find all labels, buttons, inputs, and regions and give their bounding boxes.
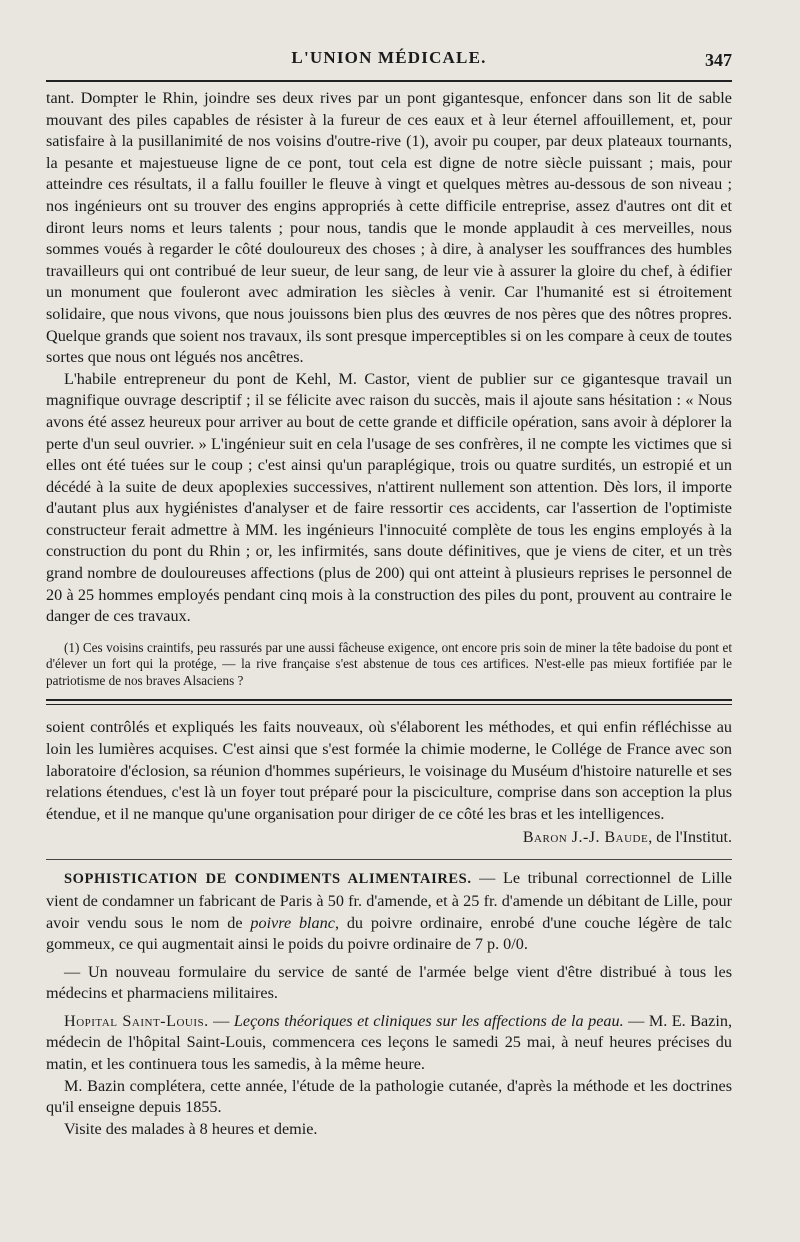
article-paragraph-2: L'habile entrepreneur du pont de Kehl, M. Castor, vient de publier sur ce gigantesque travail un magnifique ouvrage descriptif ; il se félicite avec raison du succès, mais il ajoute sans hésitation : « Nous avons été assez heureux pour arriver au bout de cette grande et difficile opération, sans avoir à déplorer la perte d'un seul ouvrier. » L'ingénieur suit en cela l'usage de ses confrères, il ne compte les victimes que si elles ont été tuées sur le coup ; c'est ainsi qu'un paraplégique, trois ou quatre surdités, un estropié et un décédé à la suite de deux apoplexies successives, n'attirent nullement son attention. Dès lors, il importe d'autant plus aux hygiénistes d'analyser et de faire ressortir ces accidents, car l'assertion de l'optimiste constructeur ferait admettre à MM. les ingénieurs l'innocuité complète de tous les engins employés à la construction du pont du Rhin ; or, les infirmités, sans doute définitives, que je viens de citer, et un très grand nombre de douloureuses affections (plus de 200) qui ont atteint à plusieurs reprises le personnel de 20 à 25 hommes employés pendant cinq mois à la construction des piles du pont, prouvent au contraire le danger de ces travaux. (46, 369, 732, 626)
news-item-hopital (46, 1011, 732, 1076)
news-text-hopital: — M. E. Bazin, médecin de l'hôpital Saint-Louis, commencera ces leçons le samedi 25 mai, à neuf heures précises du matin, et les continuera tous les samedis, à la même heure. (46, 1011, 733, 1074)
news-item-visite: Visite des malades à 8 heures et demie. (64, 1119, 318, 1138)
news-italic-lecons: Leçons théoriques et cliniques sur les affections de la peau. (233, 1011, 624, 1030)
page-header (46, 42, 732, 76)
signature-name: Baron J.-J. Baude (522, 829, 649, 847)
news-item-bazin: M. Bazin complétera, cette année, l'étude de la pathologie cutanée, d'après la méthode et les doctrines qu'il enseigne depuis 1855. (46, 1076, 732, 1117)
signature (46, 827, 732, 849)
continuation-paragraph: soient contrôlés et expliqués les faits nouveaux, où s'élaborent les méthodes, et qui enfin réfléchisse au loin les lumières acquises. C'est ainsi que s'est formée la chimie moderne, le Collége de France avec son laboratoire d'éclosion, sa réunion d'hommes supérieurs, le voisinage du Muséum d'histoire naturelle et ses relations étendues, c'est là un foyer tout préparé pour la pisciculture, comprise dans son acception la plus étendue, et il ne manque qu'une organisation pour diriger de ce côté les bras et les intelligences. (46, 718, 732, 823)
news-text-condiments-a: — Le tribunal correctionnel de Lille vient de condamner un fabricant de Paris à 50 fr. d'amende, et à 25 fr. d'amende un débitant de Lille, pour avoir vendu sous le nom de (46, 869, 732, 932)
running-title: L'UNION MÉDICALE. (291, 48, 487, 67)
section-divider (46, 699, 732, 705)
news-heading-hopital: Hopital Saint-Louis. (64, 1011, 209, 1030)
news-item-formulaire: — Un nouveau formulaire du service de santé de l'armée belge vient d'être distribué à tous les médecins et pharmaciens militaires. (46, 962, 732, 1003)
news-text-condiments-b: , du poivre ordinaire, enrobé d'une couche légère de talc gommeux, ce qui augmentait ainsi le poids du poivre ordinaire de 7 p. 0/0. (46, 913, 732, 954)
news-dash: — (208, 1011, 234, 1030)
page-number: 347 (705, 50, 732, 70)
news-item-condiments (46, 868, 732, 955)
news-italic-poivre: poivre blanc (250, 913, 335, 932)
news-heading-condiments: SOPHISTICATION DE CONDIMENTS ALIMENTAIRES. (64, 871, 472, 888)
news-divider (46, 859, 732, 860)
article-paragraph-1: tant. Dompter le Rhin, joindre ses deux rives par un pont gigantesque, enfoncer dans son lit de sable mouvant des piles capables de résister à la fureur de ces eaux et à leur éternel affouillement, et, pour satisfaire à la pusillanimité de nos voisins d'outre-rive (1), avoir pu couper, par deux plateaux tournants, la pesante et majestueuse ligne de ce pont, tout cela est digne de notre siècle puissant ; mais, pour atteindre ces résultats, il a fallu fouiller le fleuve à vingt et quelques mètres au-dessous de son niveau ; nos ingénieurs ont su trouver des engins appropriés à cette difficile entreprise, assez d'autres ont dit et diront leurs noms et leurs talents ; pour nous, tandis que le monde applaudit à ces merveilles, nous sommes voués à regarder le côté douloureux des choses ; à dire, à analyser les souffrances des humbles travailleurs qui ont contribué de leur sueur, de leur sang, de leur vie à assurer la gloire du chef, à édifier un monument que fouleront avec admiration les siècles à venir. Car l'humanité est si étroitement solidaire, que nous vivons, que nous jouissons bien plus des œuvres de nos pères que des nôtres propres. Quelque grands que soient nos travaux, ils sont presque imperceptibles si on les compare à ceux de toutes sortes que nous ont légués nos ancêtres. (46, 89, 732, 367)
footnote: (1) Ces voisins craintifs, peu rassurés par une aussi fâcheuse exigence, ont encore pris soin de miner la tête badoise du pont et d'élever un fort qui la protége, — la rive française s'est abstenue de tous ces artifices. N'est-elle pas mieux fortifiée par le patriotisme de nos braves Alsaciens ? (46, 639, 732, 688)
signature-affiliation: , de l'Institut. (648, 829, 732, 847)
